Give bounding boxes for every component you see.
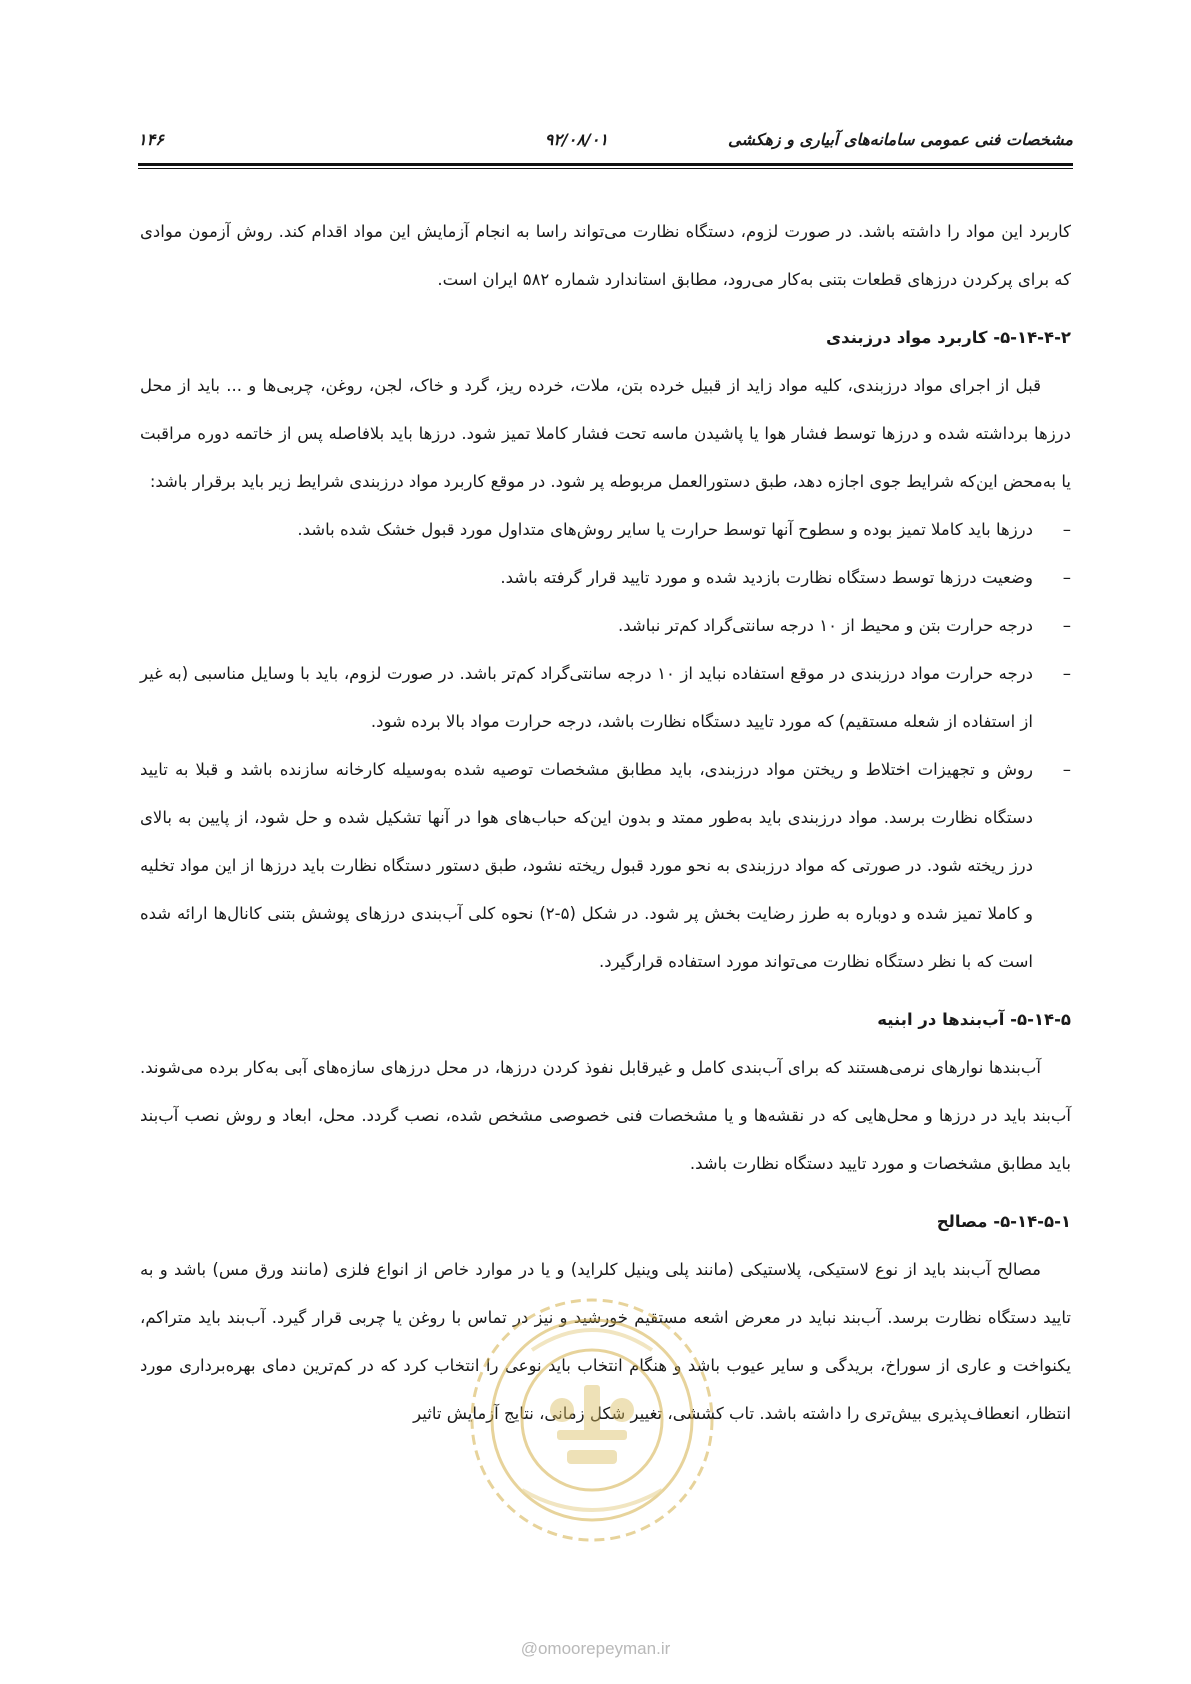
header-rule-thin: [138, 168, 1073, 169]
page-content: [140, 208, 1071, 1438]
section-heading-5-14-5: ۵-۱۴-۵- آب‌بندها در ابنیه: [877, 1010, 1071, 1029]
header-date: ۹۲/۰۸/۰۱: [544, 130, 608, 149]
section-heading-5-14-4-2: ۵-۱۴-۴-۲- کاربرد مواد درزبندی: [826, 328, 1071, 347]
list-item: – درزها باید کاملا تمیز بوده و سطوح آنها توسط حرارت یا سایر روش‌های متداول مورد قبول خشک شده باشد.: [140, 506, 1071, 554]
page-number: ۱۴۶: [138, 130, 164, 149]
header-rule-thick: [138, 163, 1073, 166]
header-title: مشخصات فنی عمومی سامانه‌های آبیاری و زهکشی: [728, 130, 1073, 149]
list-item: – روش و تجهیزات اختلاط و ریختن مواد درزبندی، باید مطابق مشخصات توصیه شده به‌وسیله کارخانه سازنده باشد و قبلا به تایید دستگاه نظارت برسد. مواد درزبندی باید به‌طور ممتد و بدون این‌که حباب‌های هوا در آنها تشکیل شده و حل شود، از پایین به بالای درز ریخته شود. در صورتی که مواد درزبندی به نحو مورد قبول ریخته نشود، طبق دستور دستگاه نظارت باید درزها از این مواد تخلیه و کاملا تمیز شده و دوباره به طرز رضایت بخش پر شود. در شکل (۵-۲) نحوه کلی آب‌بندی درزهای پوشش بتنی کانال‌ها ارائه شده است که با نظر دستگاه نظارت می‌تواند مورد استفاده قرارگیرد.: [140, 746, 1071, 986]
list-item: – درجه حرارت بتن و محیط از ۱۰ درجه سانتی‌گراد کم‌تر نباشد.: [140, 602, 1071, 650]
section-paragraph-5-14-5-1: مصالح آب‌بند باید از نوع لاستیکی، پلاستیکی (مانند پلی وینیل کلراید) و یا در موارد خاص از انواع فلزی (مانند ورق مس) باشد و به تایید دستگاه نظارت برسد. آب‌بند نباید در معرض اشعه مستقیم خورشید و نیز در تماس با روغن یا چربی قرار گیرد. آب‌بند باید متراکم، یکنواخت و عاری از سوراخ، بریدگی و سایر عیوب باشد و هنگام انتخاب باید نوعی را انتخاب کرد که در کم‌ترین دمای بهره‌برداری مورد انتظار، انعطاف‌پذیری بیش‌تری را داشته باشد. تاب کششی، تغییر شکل زمانی، نتایج آزمایش تاثیر: [140, 1260, 1071, 1423]
list-item: – وضعیت درزها توسط دستگاه نظارت بازدید شده و مورد تایید قرار گرفته باشد.: [140, 554, 1071, 602]
conditions-list: [140, 506, 1071, 986]
list-item: – درجه حرارت مواد درزبندی در موقع استفاده نباید از ۱۰ درجه سانتی‌گراد کم‌تر باشد. در صورت لزوم، باید با وسایل مناسبی (به غیر از استفاده از شعله مستقیم) که مورد تایید دستگاه نظارت باشد، درجه حرارت مواد بالا برده شود.: [140, 650, 1071, 746]
intro-paragraph: کاربرد این مواد را داشته باشد. در صورت لزوم، دستگاه نظارت می‌تواند راسا به انجام آزمایش این مواد اقدام کند. روش آزمون موادی که برای پرکردن درزهای قطعات بتنی به‌کار می‌رود، مطابق استاندارد شماره ۵۸۲ ایران است.: [140, 222, 1071, 289]
section-heading-5-14-5-1: ۵-۱۴-۵-۱- مصالح: [936, 1212, 1071, 1231]
section-paragraph-5-14-5: آب‌بندها نوارهای نرمی‌هستند که برای آب‌بندی کامل و غیرقابل نفوذ کردن درزها، در محل درزهای سازه‌های آبی به‌کار برده می‌شوند. آب‌بند باید در درزها و محل‌هایی که در نقشه‌ها و یا مشخصات فنی خصوصی مشخص شده، نصب گردد. محل، ابعاد و روش نصب آب‌بند باید مطابق مشخصات و مورد تایید دستگاه نظارت باشد.: [140, 1058, 1071, 1173]
section-paragraph-5-14-4-2: قبل از اجرای مواد درزبندی، کلیه مواد زاید از قبیل خرده بتن، ملات، خرده ریز، گرد و خاک، لجن، روغن، چربی‌ها و ... باید از محل درزها برداشته شده و درزها توسط فشار هوا یا پاشیدن ماسه تحت فشار کاملا تمیز شود. درزها باید بلافاصله پس از خاتمه دوره مراقبت یا به‌محض این‌که شرایط جوی اجازه دهد، طبق دستورالعمل مربوطه پر شود. در موقع کاربرد مواد درزبندی شرایط زیر باید برقرار باشد:: [140, 376, 1071, 491]
watermark-url: @omoorepeyman.ir: [520, 1639, 671, 1658]
running-header: [138, 126, 1073, 156]
